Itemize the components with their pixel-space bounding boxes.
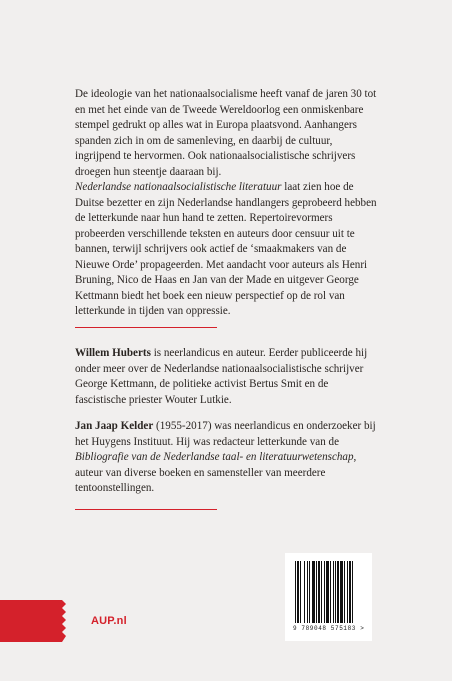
author-bio-text: is neerlandicus en auteur. Eerder publiceerde hij onder meer over de Nederlandse nationaalsocialistische schrijver George Kettmann, de politieke activist Bertus Smit en de fascistische priester Wouter Lutkie.	[75, 347, 368, 406]
author-bio-huberts	[75, 346, 380, 408]
publisher-logo-icon	[0, 600, 70, 642]
publisher-url[interactable]: AUP.nl	[91, 615, 127, 627]
divider-rule	[75, 509, 217, 510]
author-bio-text: (1955-2017) was neerlandicus en onderzoeker bij het Huygens Instituut. Hij was redacteur letterkunde van de	[75, 420, 376, 448]
bibliography-title: Bibliografie van de Nederlandse taal- en literatuurwetenschap	[75, 451, 354, 463]
author-bio-kelder	[75, 419, 380, 497]
barcode-bars-icon	[295, 561, 362, 625]
author-name: Jan Jaap Kelder	[75, 420, 154, 432]
divider-rule	[75, 327, 217, 328]
isbn-number: 9 789048 575183 >	[293, 625, 365, 632]
author-bio-text: , auteur van diverse boeken en samensteller van meerdere tentoonstellingen.	[75, 451, 357, 494]
cover-blurb	[75, 87, 380, 320]
barcode	[285, 553, 372, 641]
blurb-paragraph-2: laat zien hoe de Duitse bezetter en zijn Nederlandse handlangers geprobeerd hebben de letterkunde naar hun hand te zetten. Repertoirevormers probeerden verschillende teksten en auteurs door censuur uit te bannen, terwijl schrijvers ook actief de ‘smaakmakers van de Nieuwe Orde’ propageerden. Met aandacht voor auteurs als Henri Bruning, Nico de Haas en Jan van der Made en uitgever George Kettmann biedt het boek een nieuw perspectief op de rol van letterkunde in tijden van oppressie.	[75, 181, 377, 317]
author-name: Willem Huberts	[75, 347, 151, 359]
blurb-paragraph-1: De ideologie van het nationaalsocialisme heeft vanaf de jaren 30 tot en met het einde van de Tweede Wereldoorlog een onmiskenbare stempel gedrukt op alles wat in Europa plaatsvond. Aanhangers spanden zich in om de samenleving, en daarbij de cultuur, ingrijpend te hervormen. Ook nationaalsocialistische schrijvers droegen hun steentje daaraan bij.	[75, 88, 377, 178]
book-title: Nederlandse nationaalsocialistische literatuur	[75, 181, 282, 193]
